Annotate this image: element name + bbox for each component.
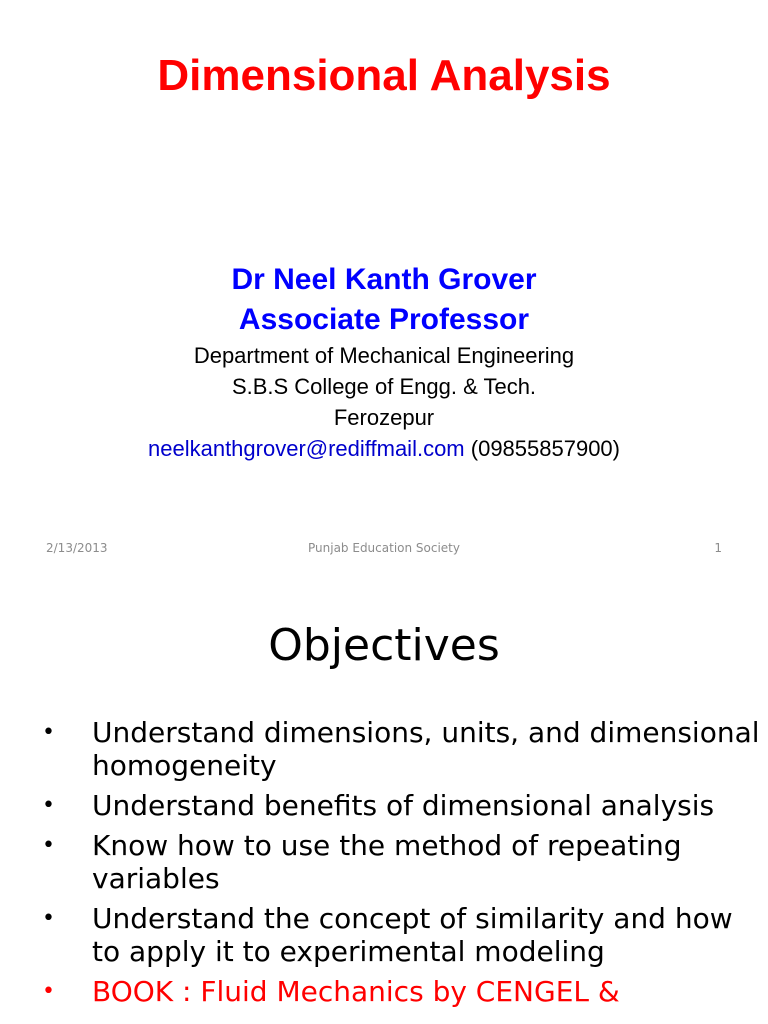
slide-2 — [0, 576, 768, 1024]
book-list-item — [40, 975, 760, 1008]
list-item-text: Understand the concept of similarity and how to apply it to experimental modeling — [92, 902, 733, 968]
list-item — [40, 716, 760, 782]
list-item — [40, 829, 760, 895]
book-reference-text: BOOK : Fluid Mechanics by CENGEL & — [92, 975, 620, 1008]
list-item-text: Understand benefits of dimensional analysis — [92, 789, 715, 822]
contact-line — [0, 433, 768, 464]
email-link[interactable]: neelkanthgrover@rediffmail.com — [148, 436, 465, 461]
phone-number: (09855857900) — [464, 436, 620, 461]
author-position: Associate Professor — [238, 303, 530, 336]
slide-title: Objectives — [268, 620, 500, 671]
footer-date: 2/13/2013 — [46, 541, 108, 555]
author-block — [0, 260, 768, 464]
department: Department of Mechanical Engineering — [193, 343, 575, 368]
list-item-text: Know how to use the method of repeating variables — [92, 829, 682, 895]
footer-page-number: 1 — [714, 541, 722, 555]
city: Ferozepur — [333, 405, 435, 430]
list-item — [40, 789, 760, 822]
bullet-icon: • — [42, 720, 55, 745]
college: S.B.S College of Engg. & Tech. — [231, 374, 537, 399]
footer-organization: Punjab Education Society — [308, 541, 460, 555]
slide-title: Dimensional Analysis — [157, 51, 611, 100]
author-name: Dr Neel Kanth Grover — [231, 263, 537, 296]
bullet-icon: • — [42, 793, 55, 818]
bullet-icon: • — [42, 906, 55, 931]
bullet-icon: • — [42, 833, 55, 858]
list-item — [40, 902, 760, 968]
list-item-text: Understand dimensions, units, and dimensional homogeneity — [92, 716, 760, 782]
bullet-icon: • — [42, 979, 55, 1004]
objectives-list — [40, 716, 760, 1015]
